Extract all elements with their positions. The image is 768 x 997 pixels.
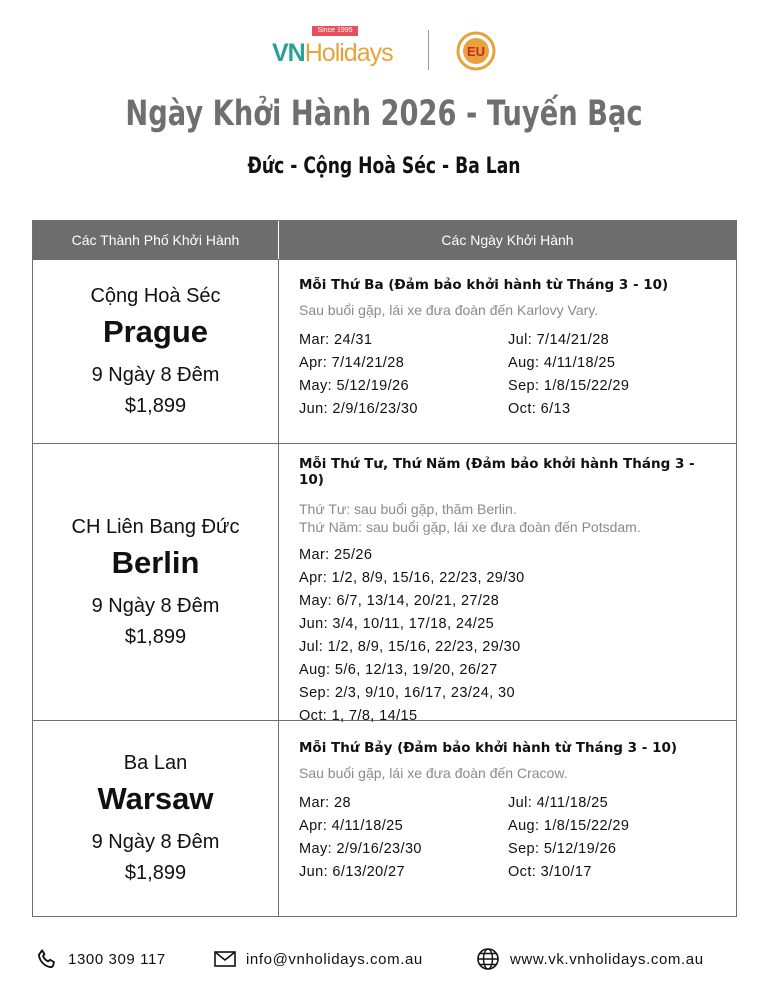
- date-item: May: 2/9/16/23/30: [299, 841, 422, 857]
- logo-divider: [428, 30, 429, 70]
- date-item: Oct: 6/13: [508, 401, 571, 417]
- header-logos: [0, 26, 768, 76]
- tour-price: $1,899: [124, 395, 187, 417]
- since-badge: Since 1995: [312, 26, 358, 36]
- date-grid: [299, 331, 716, 418]
- table-header: [33, 221, 736, 259]
- date-item: Sep: 2/3, 9/10, 16/17, 23/24, 30: [299, 685, 515, 701]
- date-item: Jul: 7/14/21/28: [508, 332, 610, 348]
- brand-wordmark: [272, 39, 393, 68]
- dates-cell: [279, 721, 736, 916]
- date-item: Jul: 4/11/18/25: [508, 795, 609, 811]
- date-item: Jun: 2/9/16/23/30: [299, 401, 418, 417]
- date-item: Oct: 1, 7/8, 14/15: [299, 708, 418, 724]
- phone-number: 1300 309 117: [68, 950, 166, 968]
- city-name: Prague: [102, 314, 209, 349]
- header-dates: Các Ngày Khởi Hành: [441, 232, 574, 248]
- header-cities: Các Thành Phố Khởi Hành: [33, 221, 279, 259]
- departure-frequency: Mỗi Thứ Ba (Đảm bảo khởi hành từ Tháng 3 - 10): [299, 277, 669, 293]
- date-item: Mar: 25/26: [299, 547, 373, 563]
- dates-cell: [279, 444, 736, 724]
- globe-icon: [476, 947, 500, 971]
- contact-footer: [0, 944, 768, 974]
- date-item: Jun: 3/4, 10/11, 17/18, 24/25: [299, 616, 495, 632]
- itinerary-note: [299, 500, 716, 536]
- itinerary-note-line: Thứ Năm: sau buổi gặp, lái xe đưa đoàn đến Potsdam.: [299, 519, 641, 535]
- date-item: Apr: 4/11/18/25: [299, 818, 404, 834]
- brand-name-part2: Holidays: [304, 39, 393, 67]
- date-item: May: 6/7, 13/14, 20/21, 27/28: [299, 593, 500, 609]
- city-name: Warsaw: [97, 781, 214, 816]
- website-url: www.vk.vnholidays.com.au: [510, 950, 704, 968]
- svg-text:EU: EU: [466, 44, 486, 59]
- city-cell: [33, 721, 279, 916]
- date-item: Sep: 5/12/19/26: [508, 841, 617, 857]
- date-item: May: 5/12/19/26: [299, 378, 409, 394]
- tour-duration: 9 Ngày 8 Đêm: [91, 594, 220, 617]
- date-item: Oct: 3/10/17: [508, 864, 592, 880]
- country-name: CH Liên Bang Đức: [71, 515, 240, 538]
- dates-cell: [279, 260, 736, 443]
- country-name: Cộng Hoà Séc: [90, 285, 221, 307]
- date-item: Jul: 1/2, 8/9, 15/16, 22/23, 29/30: [299, 639, 521, 655]
- table-row: [33, 259, 736, 443]
- tour-duration: 9 Ngày 8 Đêm: [91, 831, 220, 853]
- country-name: Ba Lan: [123, 752, 188, 774]
- itinerary-note: Sau buổi gặp, lái xe đưa đoàn đến Karlovy Vary.: [299, 302, 599, 318]
- departure-frequency: Mỗi Thứ Tư, Thứ Năm (Đảm bảo khởi hành Tháng 3 - 10): [299, 456, 695, 488]
- date-item: Mar: 24/31: [299, 332, 373, 348]
- footer-email[interactable]: [214, 944, 423, 974]
- brand-name-part1: VN: [272, 39, 305, 67]
- city-cell: [33, 444, 279, 720]
- date-item: Jun: 6/13/20/27: [299, 864, 405, 880]
- email-address: info@vnholidays.com.au: [246, 950, 423, 968]
- eu-partner-logo-icon: [455, 30, 497, 72]
- tour-duration: 9 Ngày 8 Đêm: [91, 364, 220, 386]
- city-cell: [33, 260, 279, 443]
- date-list: [299, 544, 716, 728]
- date-item: Mar: 28: [299, 795, 351, 811]
- page-subtitle: Đức - Cộng Hoà Séc - Ba Lan: [247, 154, 521, 179]
- departure-table: [32, 220, 737, 917]
- date-item: Sep: 1/8/15/22/29: [508, 378, 630, 394]
- date-item: Apr: 1/2, 8/9, 15/16, 22/23, 29/30: [299, 570, 525, 586]
- date-item: Apr: 7/14/21/28: [299, 355, 405, 371]
- tour-price: $1,899: [124, 625, 187, 648]
- mail-icon: [214, 950, 236, 968]
- date-grid: [299, 794, 716, 881]
- date-item: Aug: 4/11/18/25: [508, 355, 616, 371]
- departure-frequency: Mỗi Thứ Bảy (Đảm bảo khởi hành từ Tháng 3 - 10): [299, 740, 678, 756]
- page-title: Ngày Khởi Hành 2026 - Tuyến Bạc: [125, 94, 643, 134]
- itinerary-note-line: Thứ Tư: sau buổi gặp, thăm Berlin.: [299, 501, 517, 517]
- phone-icon: [36, 948, 58, 970]
- table-row: [33, 720, 736, 916]
- itinerary-note: Sau buổi gặp, lái xe đưa đoàn đến Cracow.: [299, 765, 568, 781]
- footer-website[interactable]: [476, 944, 704, 974]
- table-row: [33, 443, 736, 724]
- city-name: Berlin: [111, 544, 200, 580]
- date-item: Aug: 1/8/15/22/29: [508, 818, 630, 834]
- date-item: Aug: 5/6, 12/13, 19/20, 26/27: [299, 662, 498, 678]
- tour-price: $1,899: [124, 862, 187, 884]
- footer-phone[interactable]: [36, 944, 166, 974]
- vnholidays-logo: [272, 26, 400, 74]
